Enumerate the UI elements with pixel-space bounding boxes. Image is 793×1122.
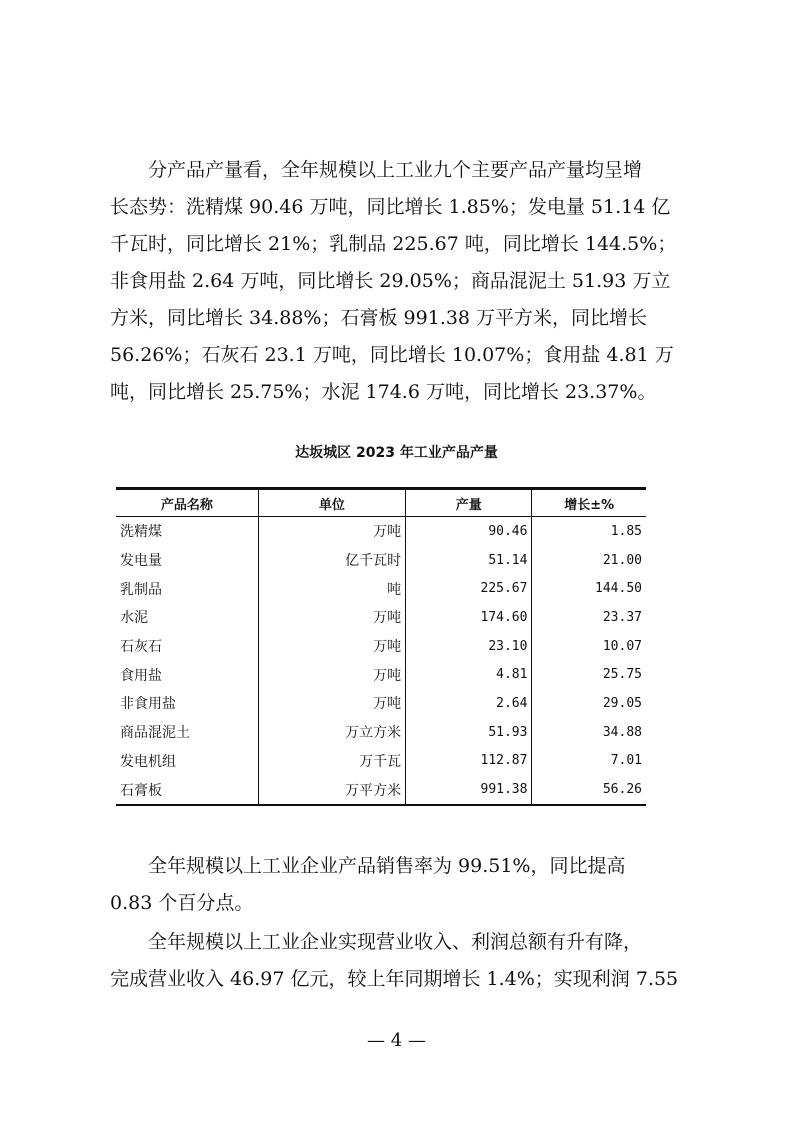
header-output: 产量 [406, 489, 532, 517]
cell-growth: 25.75 [532, 660, 646, 689]
table-header-row [116, 489, 646, 517]
cell-output: 991.38 [406, 775, 532, 805]
paragraph-product-output [110, 152, 685, 411]
page-number: — 4 — [367, 1030, 426, 1051]
header-unit: 单位 [258, 489, 405, 517]
text-line: 全年规模以上工业企业产品销售率为 99.51%，同比提高 [110, 855, 626, 877]
header-growth: 增长±% [532, 489, 646, 517]
text-line: 方米，同比增长 34.88%；石膏板 991.38 万平方米，同比增长 [110, 307, 648, 329]
table-row [116, 546, 646, 575]
cell-growth: 21.00 [532, 546, 646, 575]
table-row [116, 574, 646, 603]
cell-product-name: 发电机组 [120, 753, 176, 770]
cell-product-name: 发电量 [120, 553, 162, 570]
cell-product-name: 水泥 [120, 610, 148, 627]
cell-growth: 10.07 [532, 632, 646, 661]
cell-unit: 万吨 [258, 660, 405, 689]
table-row [116, 718, 646, 747]
table-title: 达坂城区 2023 年工业产品产量 [295, 445, 498, 461]
cell-unit: 亿千瓦时 [258, 546, 405, 575]
text-line: 长态势：洗精煤 90.46 万吨，同比增长 1.85%；发电量 51.14 亿 [110, 196, 671, 218]
text-line: 吨，同比增长 25.75%；水泥 174.6 万吨，同比增长 23.37%。 [110, 381, 657, 403]
header-product-name: 产品名称 [116, 489, 258, 517]
cell-unit: 万平方米 [258, 775, 405, 805]
text-line: 完成营业收入 46.97 亿元，较上年同期增长 1.4%；实现利润 7.55 [110, 968, 679, 990]
cell-product-name: 非食用盐 [120, 696, 176, 713]
table-row [116, 689, 646, 718]
cell-output: 90.46 [406, 517, 532, 546]
cell-product-name: 食用盐 [120, 667, 162, 684]
cell-output: 51.93 [406, 718, 532, 747]
table-row [116, 775, 646, 805]
text-line: 非食用盐 2.64 万吨，同比增长 29.05%；商品混泥土 51.93 万立 [110, 270, 671, 292]
cell-unit: 万吨 [258, 632, 405, 661]
cell-output: 23.10 [406, 632, 532, 661]
text-line: 分产品产量看，全年规模以上工业九个主要产品产量均呈增 [110, 159, 643, 181]
paragraph-revenue-profit [110, 924, 685, 998]
cell-unit: 万吨 [258, 689, 405, 718]
industrial-products-table [116, 487, 646, 806]
cell-product-name: 商品混泥土 [120, 725, 190, 742]
cell-product-name: 洗精煤 [120, 524, 162, 541]
cell-output: 2.64 [406, 689, 532, 718]
table-row [116, 660, 646, 689]
text-line: 56.26%；石灰石 23.1 万吨，同比增长 10.07%；食用盐 4.81 万 [110, 344, 674, 366]
cell-unit: 万吨 [258, 517, 405, 546]
table-row [116, 632, 646, 661]
cell-growth: 23.37 [532, 603, 646, 632]
table-row [116, 747, 646, 776]
table-row [116, 517, 646, 546]
cell-unit: 万立方米 [258, 718, 405, 747]
cell-unit: 吨 [258, 574, 405, 603]
cell-growth: 56.26 [532, 775, 646, 805]
text-line: 全年规模以上工业企业实现营业收入、利润总额有升有降， [110, 931, 643, 953]
cell-product-name: 乳制品 [120, 581, 162, 598]
text-line: 千瓦时，同比增长 21%；乳制品 225.67 吨，同比增长 144.5%； [110, 233, 677, 255]
cell-growth: 1.85 [532, 517, 646, 546]
cell-output: 225.67 [406, 574, 532, 603]
cell-output: 4.81 [406, 660, 532, 689]
text-line: 0.83 个百分点。 [110, 892, 254, 914]
cell-output: 112.87 [406, 747, 532, 776]
cell-unit: 万千瓦 [258, 747, 405, 776]
cell-product-name: 石灰石 [120, 639, 162, 656]
cell-unit: 万吨 [258, 603, 405, 632]
cell-output: 174.60 [406, 603, 532, 632]
paragraph-sales-rate [110, 848, 685, 922]
cell-growth: 7.01 [532, 747, 646, 776]
cell-output: 51.14 [406, 546, 532, 575]
table-row [116, 603, 646, 632]
cell-growth: 29.05 [532, 689, 646, 718]
cell-product-name: 石膏板 [116, 775, 258, 805]
cell-growth: 144.50 [532, 574, 646, 603]
cell-growth: 34.88 [532, 718, 646, 747]
